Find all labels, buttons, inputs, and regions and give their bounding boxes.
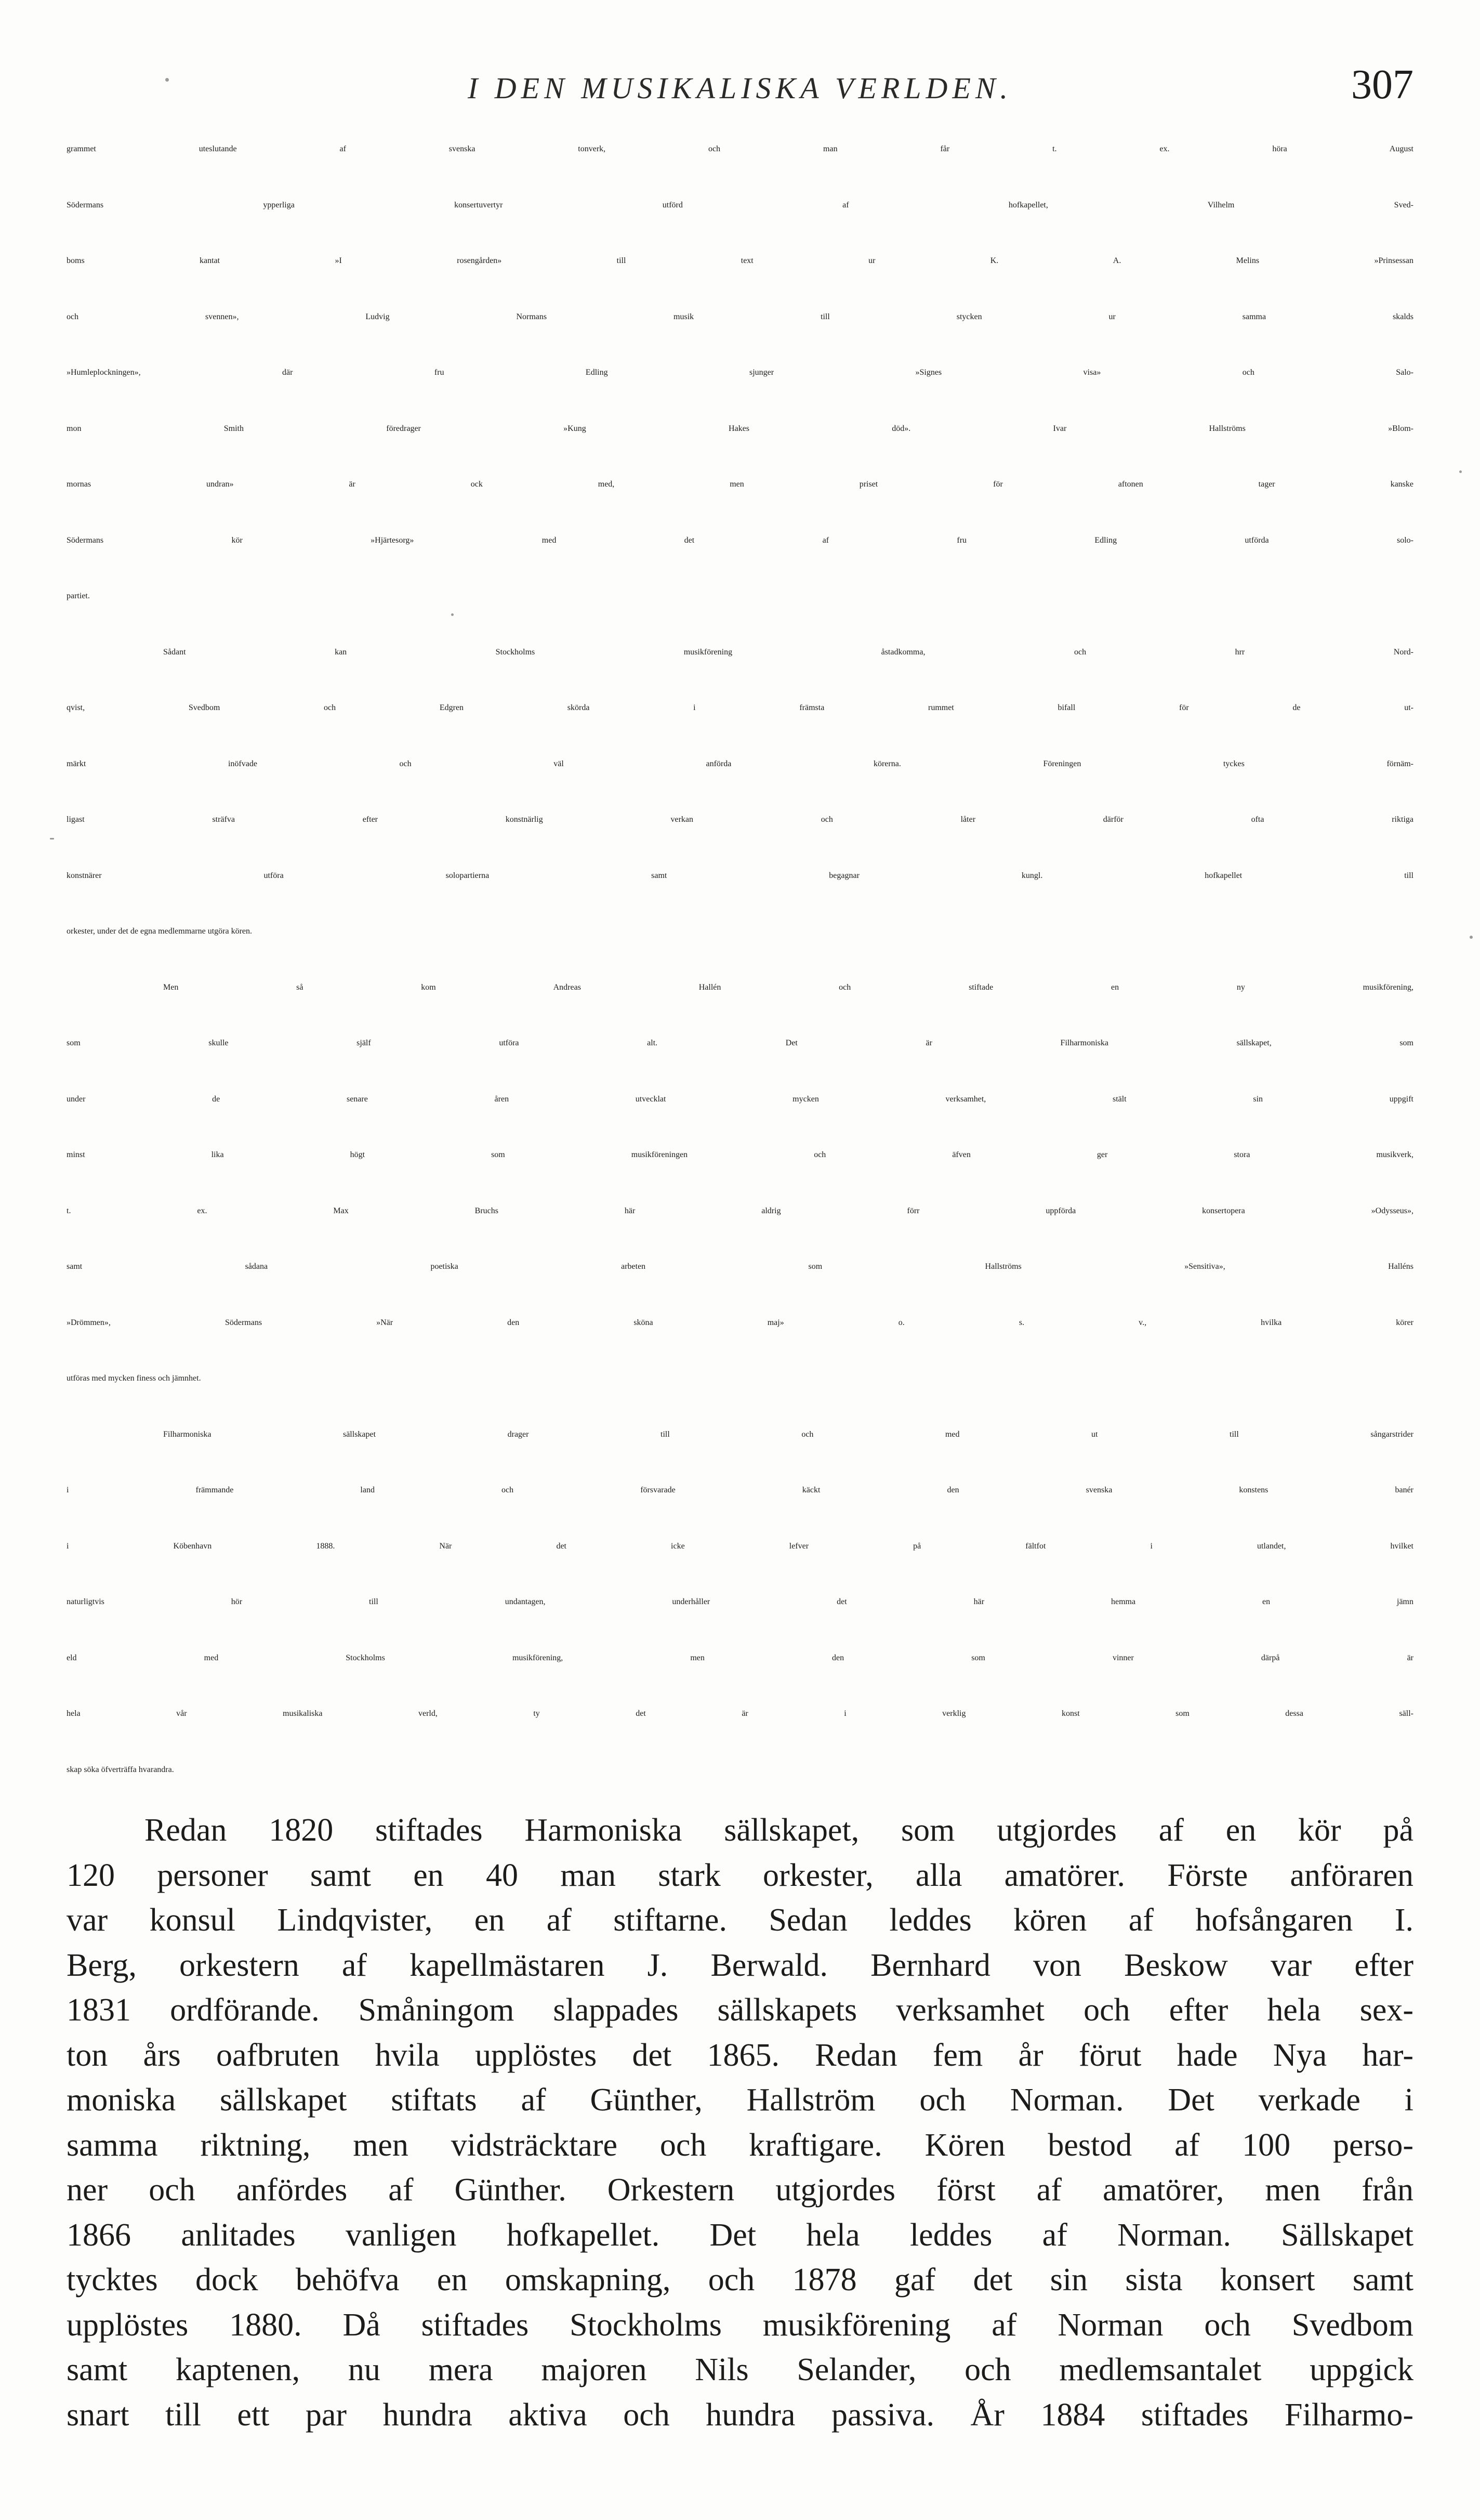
scan-speck	[1459, 470, 1462, 473]
footnote-line: samma riktning, men vidsträcktare och kraftigare. Kören bestod af 100 perso-	[67, 2127, 1413, 2163]
text-line: i Köbenhavn 1888. När det icke lefver på fältfot i utlandet, hvilket	[67, 1541, 1413, 1551]
footnote-line: snart till ett par hundra aktiva och hundra passiva. År 1884 stiftades Filharmo-	[67, 2397, 1413, 2433]
text-line: t. ex. Max Bruchs här aldrig förr uppförda konsertopera »Odysseus»,	[67, 1206, 1413, 1215]
text-line: som skulle själf utföra alt. Det är Filharmoniska sällskapet, som	[67, 1039, 1413, 1047]
main-text	[67, 145, 1413, 1821]
text-line: under de senare åren utvecklat mycken verksamhet, stält sin uppgift	[67, 1094, 1413, 1104]
text-line: »Humleplockningen», där fru Edling sjunger »Signes visa» och Salo-	[67, 368, 1413, 377]
text-line: Södermans ypperliga konsertuvertyr utförd af hofkapellet, Vilhelm Sved-	[67, 200, 1413, 209]
text-line: orkester, under det de egna medlemmarne utgöra kören.	[67, 927, 252, 936]
scan-speck	[50, 838, 54, 839]
page-header	[67, 61, 1413, 124]
footnote-line: 120 personer samt en 40 man stark orkester, alla amatörer. Förste anföraren	[67, 1857, 1413, 1893]
footnote-line: upplöstes 1880. Då stiftades Stockholms musikförening af Norman och Svedbom	[67, 2307, 1413, 2343]
text-line: konstnärer utföra solopartierna samt begagnar kungl. hofkapellet till	[67, 871, 1413, 880]
footnote-line: ton års oafbruten hvila upplöstes det 1865. Redan fem år förut hade Nya har-	[67, 2037, 1413, 2073]
running-head: I DEN MUSIKALISKA VERLDEN.	[467, 71, 1013, 105]
text-line: mon Smith föredrager »Kung Hakes död». Ivar Hallströms »Blom-	[67, 424, 1413, 433]
footnote-line: samt kaptenen, nu mera majoren Nils Selander, och medlemsantalet uppgick	[67, 2352, 1413, 2387]
text-line: boms kantat »I rosengården» till text ur K. A. Melins »Prinsessan	[67, 256, 1413, 265]
scan-speck	[451, 613, 454, 616]
footnote-line: tycktes dock behöfva en omskapning, och 1878 gaf det sin sista konsert samt	[67, 2262, 1413, 2298]
text-line: i främmande land och försvarade käckt den svenska konstens banér	[67, 1486, 1413, 1494]
footnote-line: Redan 1820 stiftades Harmoniska sällskapet, som utgjordes af en kör på	[144, 1813, 1413, 1848]
text-line: hela vår musikaliska verld, ty det är i verklig konst som dessa säll-	[67, 1709, 1413, 1718]
footnote-text	[67, 1808, 1413, 2437]
footnote-line: 1831 ordförande. Småningom slappades sällskapets verksamhet och efter hela sex-	[67, 1992, 1413, 2028]
scan-speck	[165, 78, 169, 82]
text-line: Men så kom Andreas Hallén och stiftade en ny musikförening,	[163, 982, 1413, 992]
text-line: minst lika högt som musikföreningen och äfven ger stora musikverk,	[67, 1150, 1413, 1159]
text-line: märkt inöfvade och väl anförda körerna. Föreningen tyckes förnäm-	[67, 759, 1413, 768]
text-line: Sådant kan Stockholms musikförening åstadkomma, och hrr Nord-	[163, 647, 1413, 657]
footnote-line: Berg, orkestern af kapellmästaren J. Berwald. Bernhard von Beskow var efter	[67, 1947, 1413, 1983]
text-line: eld med Stockholms musikförening, men den som vinner därpå är	[67, 1653, 1413, 1662]
footnote-line: moniska sällskapet stiftats af Günther, Hallström och Norman. Det verkade i	[67, 2082, 1413, 2118]
text-line: qvist, Svedbom och Edgren skörda i främsta rummet bifall för de ut-	[67, 703, 1413, 712]
text-line: partiet.	[67, 592, 90, 600]
footnote-line: 1866 anlitades vanligen hofkapellet. Det hela leddes af Norman. Sällskapet	[67, 2217, 1413, 2253]
text-line: skap söka öfverträffa hvarandra.	[67, 1765, 174, 1774]
scan-speck	[1470, 936, 1473, 939]
footnote-line: ner och anfördes af Günther. Orkestern utgjordes först af amatörer, men från	[67, 2172, 1413, 2208]
text-line: utföras med mycken finess och jämnhet.	[67, 1374, 201, 1383]
text-line: grammet uteslutande af svenska tonverk, och man får t. ex. höra August	[67, 145, 1413, 153]
text-line: och svennen», Ludvig Normans musik till stycken ur samma skalds	[67, 312, 1413, 321]
text-line: Filharmoniska sällskapet drager till och med ut till sångarstrider	[163, 1429, 1413, 1439]
text-line: samt sådana poetiska arbeten som Hallströms »Sensitiva», Halléns	[67, 1262, 1413, 1271]
page-number: 307	[1351, 62, 1413, 108]
text-line: »Drömmen», Södermans »När den sköna maj» o. s. v., hvilka körer	[67, 1318, 1413, 1327]
text-line: mornas undran» är ock med, men priset för aftonen tager kanske	[67, 480, 1413, 489]
text-line: naturligtvis hör till undantagen, underhåller det här hemma en jämn	[67, 1597, 1413, 1606]
text-line: ligast sträfva efter konstnärlig verkan och låter därför ofta riktiga	[67, 815, 1413, 824]
text-line: Södermans kör »Hjärtesorg» med det af fru Edling utförda solo-	[67, 535, 1413, 545]
footnote-line: var konsul Lindqvister, en af stiftarne. Sedan leddes kören af hofsångaren I.	[67, 1902, 1413, 1938]
